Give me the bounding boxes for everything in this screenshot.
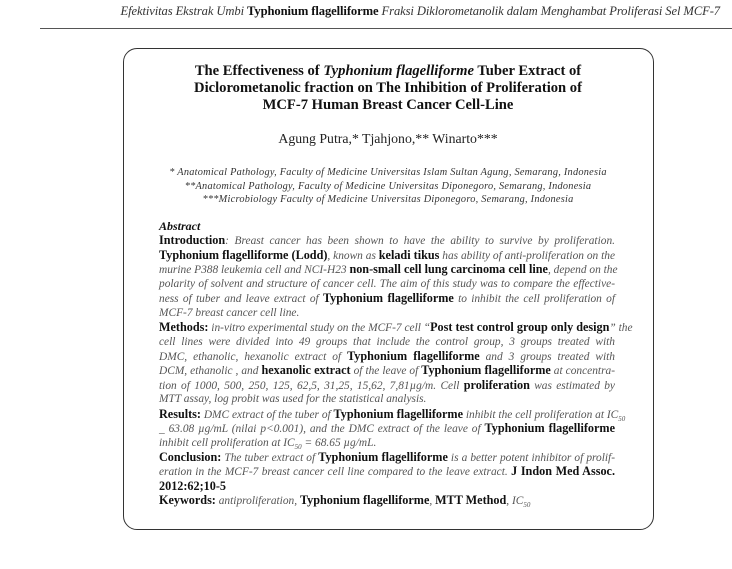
- bold-term: hexanolic extract: [261, 363, 351, 378]
- bold-term: Typhonium flagelliforme: [347, 348, 480, 363]
- abstract-text: has ability of anti-proliferation on the: [439, 249, 616, 262]
- abstract-text: ,: [429, 495, 436, 508]
- abstract-text: = 68.65 µg/mL.: [301, 436, 377, 449]
- abstract-line: [159, 464, 615, 478]
- title-text: The Effectiveness of: [194, 63, 324, 79]
- abstract-line: [159, 493, 615, 510]
- abstract-text: , known as: [327, 249, 379, 262]
- abstract: [159, 219, 633, 510]
- bold-term: Typhonium flagelliforme: [333, 406, 463, 421]
- bold-term: Conclusion:: [159, 450, 222, 465]
- abstract-line: [159, 392, 615, 406]
- abstract-text: ” the: [609, 322, 633, 335]
- abstract-line: [159, 306, 615, 320]
- bold-term: Typhonium flagelliforme: [484, 421, 615, 436]
- title-line-3: MCF-7 Human Breast Cancer Cell-Line: [262, 97, 514, 113]
- header-rule: [40, 28, 732, 29]
- abstract-text: polarity of solvent and structure of cancer cell. The aim of this study was to compare the effective-: [159, 277, 615, 290]
- abstract-text: was estimated by: [529, 379, 615, 392]
- title-species: Typhonium flagelliforme: [323, 63, 474, 79]
- abstract-text: , depend on the: [547, 264, 618, 277]
- abstract-line: [159, 406, 626, 423]
- abstract-line: [159, 378, 615, 392]
- abstract-line: [159, 450, 615, 464]
- affiliations: [140, 166, 636, 207]
- bold-term: 2012:62;10-5: [159, 478, 227, 493]
- abstract-text: MCF-7 breast cancer cell line.: [159, 306, 300, 319]
- abstract-line: [159, 233, 615, 247]
- affiliation-1: * Anatomical Pathology, Faculty of Medicine Universitas Islam Sultan Agung, Semarang, Indonesia: [169, 167, 607, 178]
- bold-term: Typhonium flagelliforme: [318, 450, 448, 465]
- abstract-line: [159, 421, 615, 435]
- abstract-line: [159, 436, 615, 450]
- abstract-line: [159, 291, 615, 305]
- abstract-body: [159, 233, 633, 510]
- running-head-pre: Efektivitas Ekstrak Umbi: [120, 4, 248, 18]
- bold-term: Typhonium flagelliforme (Lodd): [159, 247, 328, 262]
- bold-term: Keywords:: [159, 493, 216, 508]
- authors: Agung Putra,* Tjahjono,** Winarto***: [278, 131, 498, 146]
- affiliation-2: **Anatomical Pathology, Faculty of Medicine Universitas Diponegoro, Semarang, Indonesia: [184, 180, 592, 192]
- abstract-text: , IC: [506, 495, 524, 508]
- title-line-2: Diclorometanolic fraction on The Inhibition of Proliferation of: [194, 80, 582, 96]
- abstract-text: DCM, ethanolic , and: [159, 365, 262, 378]
- abstract-text: DMC, ethanolic, hexanolic extract of: [159, 350, 348, 363]
- abstract-heading: Abstract: [159, 219, 201, 233]
- abstract-text: MTT assay, log probit was used for the statistical analysis.: [159, 393, 427, 406]
- abstract-text: in-vitro experimental study on the MCF-7 cell “: [208, 322, 431, 335]
- abstract-line: [159, 262, 618, 277]
- running-head-species: Typhonium flagelliforme: [247, 4, 379, 18]
- bold-term: Typhonium flagelliforme: [322, 291, 454, 306]
- abstract-text: and 3 groups treated with: [479, 350, 615, 363]
- title-text: Tuber Extract of: [473, 63, 582, 79]
- bold-term: Results:: [159, 406, 201, 421]
- abstract-text: murine P388 leukemia cell and NCI-H23: [159, 264, 350, 277]
- bold-term: non-small cell lung carcinoma cell line: [349, 262, 548, 277]
- running-head-post: Fraksi Diklorometanolik dalam Menghambat Proliferasi Sel MCF-7: [378, 4, 720, 18]
- abstract-text: : Breast cancer has been shown to have the ability to survive by proliferation.: [225, 235, 615, 248]
- abstract-line: [159, 363, 615, 377]
- subscript: 50: [523, 501, 531, 510]
- abstract-text: cell lines were divided into 49 groups that include the control group, 3 groups treated with: [159, 335, 615, 348]
- abstract-text: _ 63.08 µg/mL (nilai p<0.001), and the DMC extract of the leave of: [159, 423, 485, 436]
- bold-term: J Indon Med Assoc.: [511, 464, 616, 479]
- abstract-text: of the leave of: [350, 365, 422, 378]
- bold-term: Typhonium flagelliforme: [421, 363, 551, 378]
- bold-term: Methods:: [159, 320, 209, 335]
- bold-term: Introduction: [159, 233, 226, 248]
- abstract-text: antiproliferation,: [215, 495, 300, 508]
- abstract-text: to inhibit the cell proliferation of: [453, 293, 615, 306]
- bold-term: MTT Method: [435, 493, 507, 508]
- abstract-line: [159, 349, 615, 363]
- bold-term: Typhonium flagelliforme: [299, 493, 430, 508]
- abstract-line: [159, 320, 633, 335]
- abstract-line: [159, 335, 615, 349]
- abstract-text: The tuber extract of: [221, 452, 319, 465]
- bold-term: proliferation: [463, 377, 530, 392]
- running-head: [0, 4, 720, 19]
- abstract-text: DMC extract of the tuber of: [200, 408, 334, 421]
- subscript: 50: [294, 442, 302, 451]
- abstract-text: eration in the MCF-7 breast cancer cell line compared to the leave extract.: [159, 466, 512, 479]
- abstract-text: ness of tuber and leave extract of: [159, 293, 323, 306]
- title-line-1: [140, 63, 636, 80]
- abstract-line: [159, 248, 615, 262]
- subscript: 50: [618, 414, 626, 423]
- abstract-text: at concentra-: [550, 365, 615, 378]
- bold-term: Post test control group only design: [430, 320, 610, 335]
- abstract-text: tion of 1000, 500, 250, 125, 62,5, 31,25, 15,62, 7,81µg/m. Cell: [159, 379, 464, 392]
- abstract-text: inhibit the cell proliferation at IC: [462, 408, 619, 421]
- affiliation-3: ***Microbiology Faculty of Medicine Universitas Diponegoro, Semarang, Indonesia: [202, 194, 574, 205]
- paper-title: [140, 63, 636, 114]
- abstract-line: [159, 479, 615, 493]
- abstract-text: inhibit cell proliferation at IC: [159, 436, 295, 449]
- bold-term: keladi tikus: [378, 247, 440, 262]
- abstract-text: is a better potent inhibitor of prolif-: [447, 452, 616, 465]
- abstract-line: [159, 277, 615, 291]
